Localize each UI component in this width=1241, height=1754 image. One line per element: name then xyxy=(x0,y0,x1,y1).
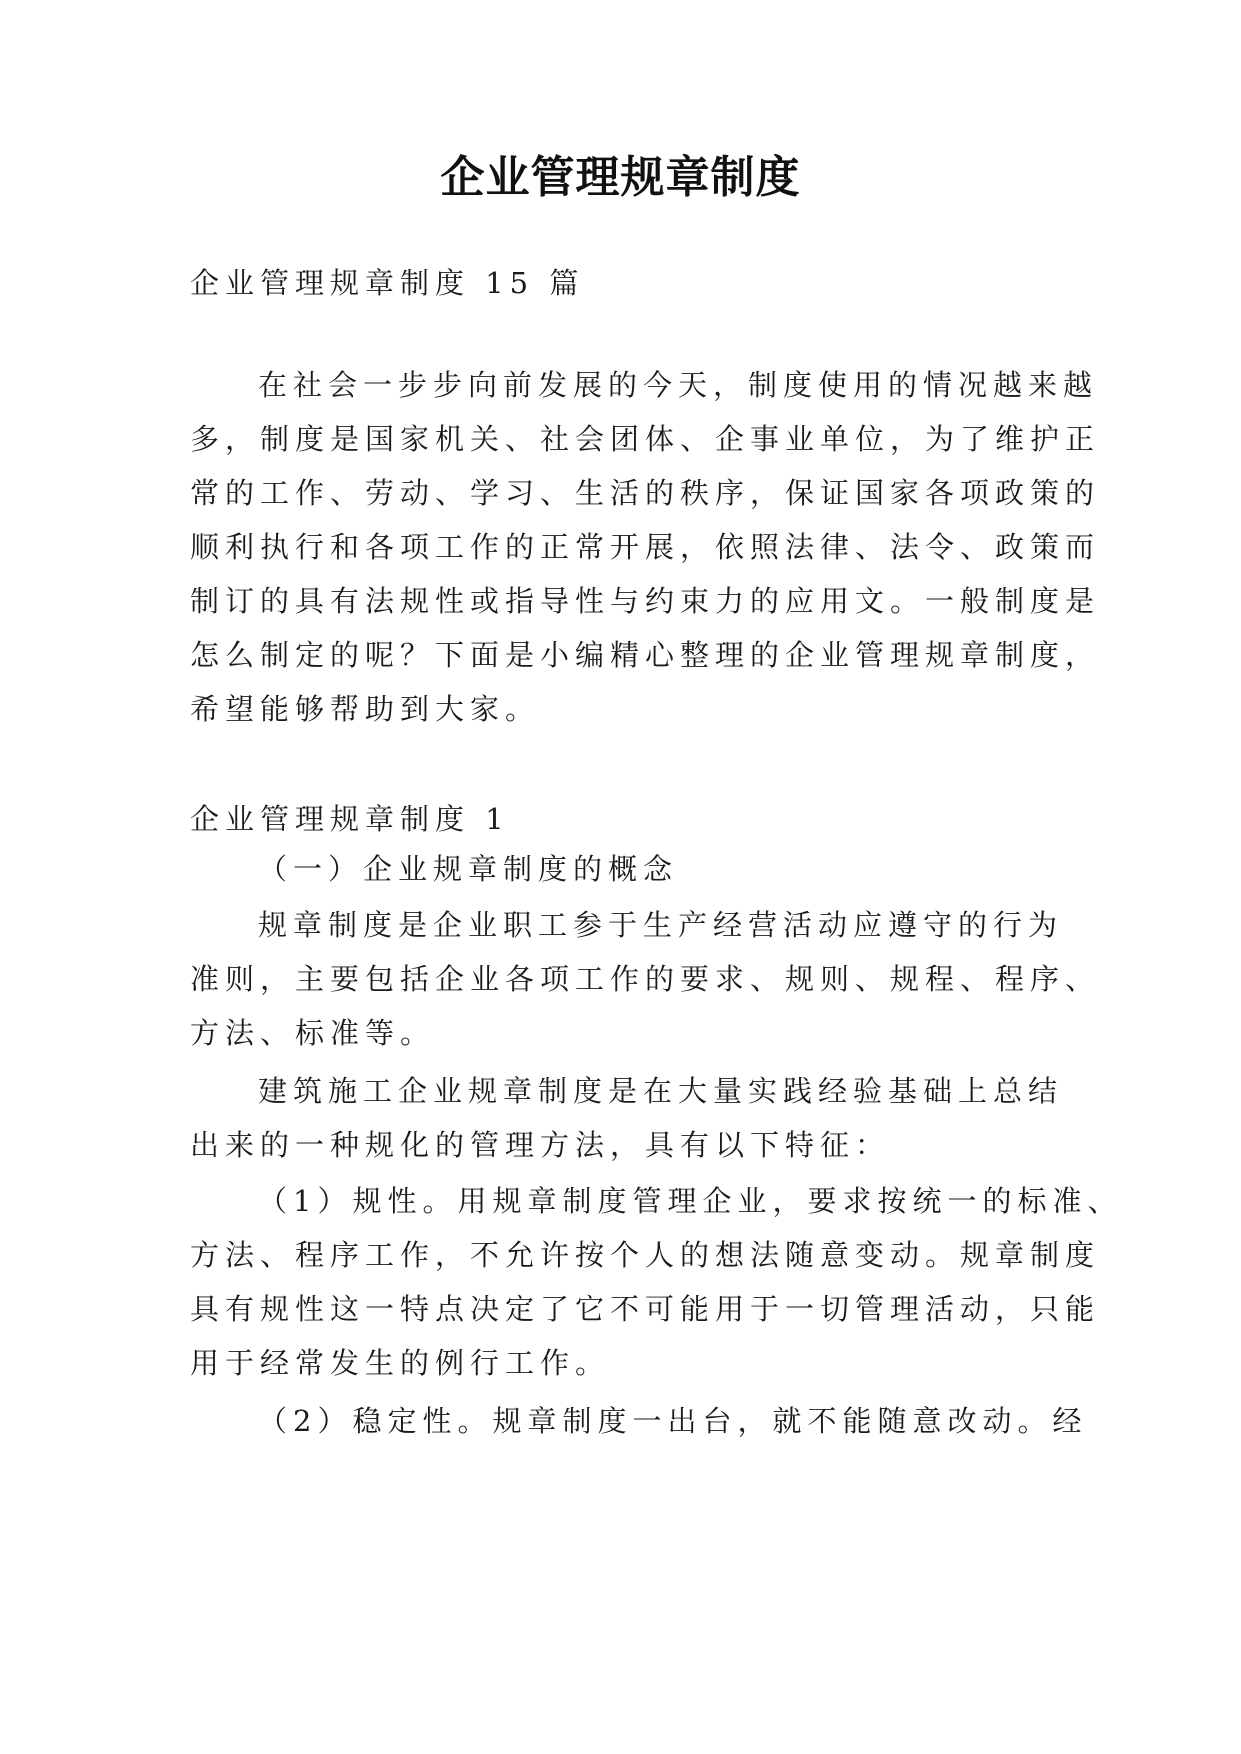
paragraph-line: （1）规性。用规章制度管理企业，要求按统一的标准、 xyxy=(258,1184,1123,1218)
intro-line: 多，制度是国家机关、社会团体、企事业单位，为了维护正 xyxy=(190,422,1101,456)
paragraph-line: 用于经常发生的例行工作。 xyxy=(190,1346,611,1380)
document-title: 企业管理规章制度 xyxy=(440,152,801,203)
paragraph-line: 建筑施工企业规章制度是在大量实践经验基础上总结 xyxy=(258,1074,1064,1108)
intro-line: 顺利执行和各项工作的正常开展，依照法律、法令、政策而 xyxy=(190,530,1101,564)
intro-line: 希望能够帮助到大家。 xyxy=(190,692,541,726)
paragraph-line: 准则，主要包括企业各项工作的要求、规则、规程、程序、 xyxy=(190,962,1101,996)
subheading: （一）企业规章制度的概念 xyxy=(258,852,679,886)
paragraph-line: 具有规性这一特点决定了它不可能用于一切管理活动，只能 xyxy=(190,1292,1101,1326)
document-subtitle: 企业管理规章制度 15 篇 xyxy=(190,266,585,300)
intro-line: 怎么制定的呢？下面是小编精心整理的企业管理规章制度， xyxy=(190,638,1101,672)
paragraph-line: 方法、标准等。 xyxy=(190,1016,436,1050)
paragraph-line: 方法、程序工作，不允许按个人的想法随意变动。规章制度 xyxy=(190,1238,1101,1272)
paragraph-line: 规章制度是企业职工参于生产经营活动应遵守的行为 xyxy=(258,908,1064,942)
paragraph-line: 出来的一种规化的管理方法，具有以下特征： xyxy=(190,1128,891,1162)
paragraph-line: （2）稳定性。规章制度一出台，就不能随意改动。经 xyxy=(258,1404,1088,1438)
section-heading: 企业管理规章制度 1 xyxy=(190,802,510,836)
intro-line: 制订的具有法规性或指导性与约束力的应用文。一般制度是 xyxy=(190,584,1101,618)
intro-line: 常的工作、劳动、学习、生活的秩序，保证国家各项政策的 xyxy=(190,476,1101,510)
intro-line: 在社会一步步向前发展的今天，制度使用的情况越来越 xyxy=(258,368,1099,402)
